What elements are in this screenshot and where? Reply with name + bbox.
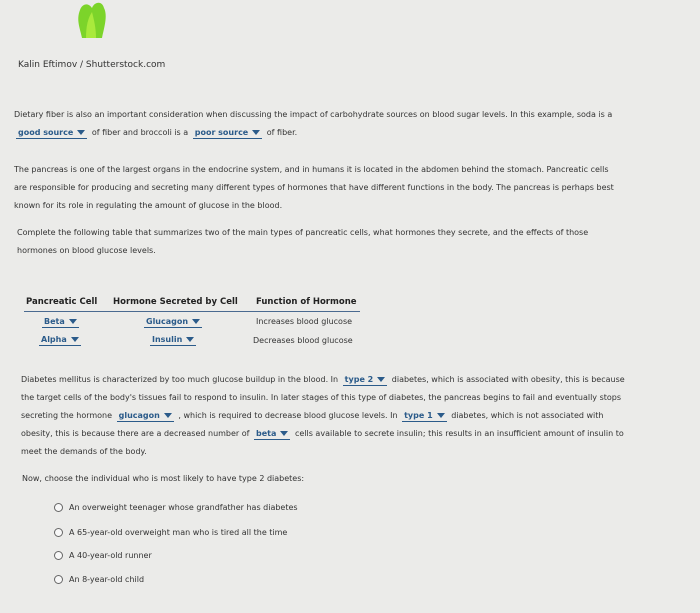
radio-button[interactable] [54, 575, 63, 584]
pancreas-line-3: known for its role in regulating the amount of glucose in the blood. [14, 201, 283, 210]
diabetes-text-a: Diabetes mellitus is characterized by too much glucose buildup in the blood. In [21, 375, 339, 384]
diabetes-text-b: diabetes, which is associated with obesity, this is because [391, 375, 625, 384]
soda-fiber-dropdown[interactable] [16, 127, 87, 139]
table-instructions [17, 224, 697, 260]
row-2-function: Decreases blood glucose [253, 336, 353, 345]
row-2-cell-value: Alpha [41, 335, 67, 344]
diabetes-text-e: , which is required to decrease blood glucose levels. In [178, 411, 398, 420]
hormone-dropdown[interactable] [117, 410, 174, 422]
chevron-down-icon [437, 413, 445, 418]
diabetes-text-h: cells available to secrete insulin; this results in an insufficient amount of insulin to [294, 429, 624, 438]
row-2-hormone-value: Insulin [152, 335, 183, 344]
fiber-text-1: Dietary fiber is also an important consideration when discussing the impact of carbohydrate sources on blood sugar levels. In this example, soda is a [14, 110, 613, 119]
chevron-down-icon [71, 337, 79, 342]
header-function: Function of Hormone [256, 297, 357, 307]
row-1-cell-value: Beta [44, 317, 65, 326]
option-2[interactable] [54, 528, 287, 537]
chevron-down-icon [377, 377, 385, 382]
broccoli-fiber-dropdown[interactable] [193, 127, 263, 139]
option-4-label: An 8-year-old child [69, 575, 145, 584]
chevron-down-icon [252, 130, 260, 135]
chevron-down-icon [280, 431, 288, 436]
header-pancreatic-cell: Pancreatic Cell [26, 297, 98, 307]
chevron-down-icon [77, 130, 85, 135]
fiber-text-3: of fiber. [266, 128, 298, 137]
diabetes-text-g: obesity, this is because there are a decreased number of [21, 429, 250, 438]
hormone-value: glucagon [118, 411, 160, 420]
diabetes-type-value-1: type 2 [344, 375, 374, 384]
cell-type-value: beta [256, 429, 277, 438]
fiber-paragraph [14, 106, 694, 142]
option-3-label: A 40-year-old runner [69, 551, 152, 560]
pancreas-line-1: The pancreas is one of the largest organs in the endocrine system, and in humans it is located in the abdomen behind the stomach. Pancreatic cells [14, 165, 609, 174]
row-1-hormone-dropdown[interactable] [142, 316, 204, 328]
image-credit: Kalin Eftimov / Shutterstock.com [18, 60, 166, 70]
fiber-text-2: of fiber and broccoli is a [91, 128, 189, 137]
option-4[interactable] [54, 575, 144, 584]
broccoli-image [72, 0, 112, 38]
radio-button[interactable] [54, 551, 63, 560]
radio-button[interactable] [54, 528, 63, 537]
header-divider [24, 311, 360, 312]
question-text: Now, choose the individual who is most likely to have type 2 diabetes: [22, 474, 305, 483]
chevron-down-icon [69, 319, 77, 324]
pancreas-line-2: are responsible for producing and secreting many different types of hormones that have different functions in the body. The pancreas is perhaps best [14, 183, 614, 192]
diabetes-type-dropdown-2[interactable] [402, 410, 447, 422]
radio-button[interactable] [54, 503, 63, 512]
instructions-line-1: Complete the following table that summarizes two of the main types of pancreatic cells, what hormones they secrete, and the effects of those [17, 228, 589, 237]
row-2-cell-dropdown[interactable] [37, 334, 83, 346]
row-2-hormone-dropdown[interactable] [148, 334, 198, 346]
diabetes-text-d: secreting the hormone [21, 411, 113, 420]
cell-type-dropdown[interactable] [254, 428, 290, 440]
diabetes-text-c: the target cells of the body's tissues fail to respond to insulin. In later stages of this type of diabetes, the pancreas begins to fail and eventually stops [21, 393, 622, 402]
diabetes-text-i: meet the demands of the body. [21, 447, 147, 456]
broccoli-fiber-value: poor source [194, 128, 249, 137]
row-1-hormone-value: Glucagon [146, 317, 189, 326]
instructions-line-2: hormones on blood glucose levels. [17, 246, 156, 255]
diabetes-text-f: diabetes, which is not associated with [451, 411, 604, 420]
diabetes-type-dropdown-1[interactable] [343, 374, 388, 386]
chevron-down-icon [192, 319, 200, 324]
diabetes-paragraph [21, 371, 691, 461]
row-1-cell-dropdown[interactable] [40, 316, 81, 328]
chevron-down-icon [186, 337, 194, 342]
option-1[interactable] [54, 503, 298, 512]
option-3[interactable] [54, 551, 152, 560]
row-1-function: Increases blood glucose [256, 317, 353, 326]
option-2-label: A 65-year-old overweight man who is tired all the time [69, 528, 288, 537]
chevron-down-icon [164, 413, 172, 418]
diabetes-type-value-2: type 1 [404, 411, 433, 420]
soda-fiber-value: good source [18, 128, 74, 137]
option-1-label: An overweight teenager whose grandfather has diabetes [69, 503, 298, 512]
pancreas-paragraph [14, 161, 694, 215]
header-hormone-secreted: Hormone Secreted by Cell [113, 297, 238, 307]
